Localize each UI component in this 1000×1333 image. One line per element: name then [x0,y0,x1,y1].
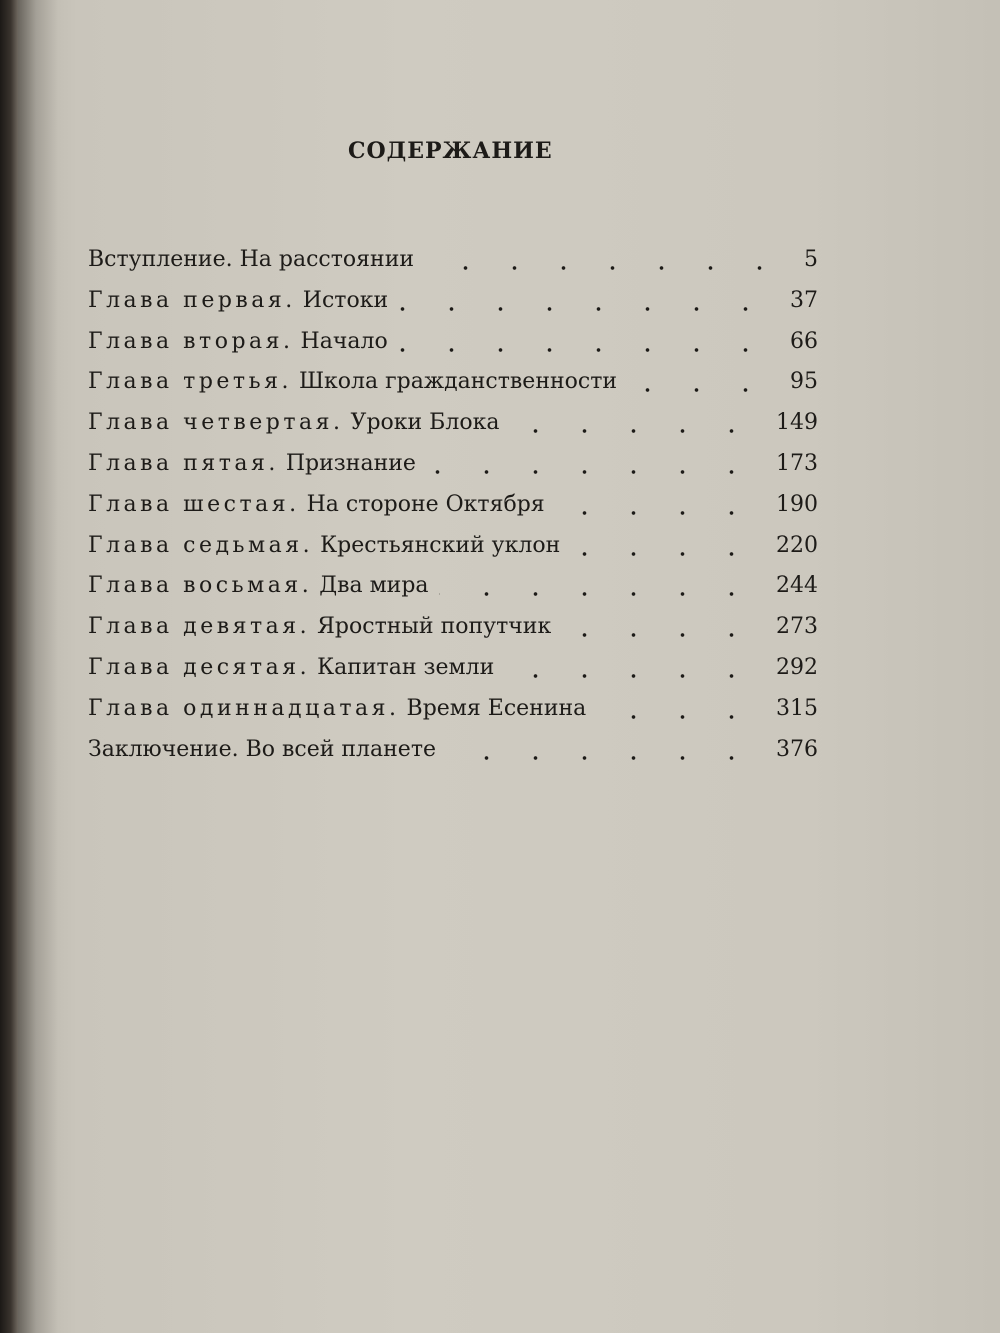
dot-leader [398,281,770,322]
toc-entry-prefix: Глава третья. [88,369,292,395]
toc-entry-label [88,485,545,526]
dot-leader [570,526,756,567]
toc-entry-label [88,281,388,322]
toc-entry-label [88,444,416,485]
toc-entry-prefix: Глава десятая. [88,654,311,680]
toc-entry-title: Два мира [319,573,429,599]
toc-entry-label [88,322,388,363]
toc-entry [88,689,818,730]
toc-entry-page: 173 [776,450,818,476]
toc-entry-title: Уроки Блока [350,410,500,436]
toc-entry-page: 66 [790,328,818,354]
toc-entry-page: 37 [790,287,818,313]
toc-entry [88,607,818,648]
dot-leader [398,322,770,363]
toc-entry-page: 244 [776,573,818,599]
toc-entry [88,730,818,771]
toc-entry-page: 315 [776,695,818,721]
page-edge [0,0,18,1333]
toc-entry-title: Капитан земли [317,654,495,680]
dot-leader [561,607,756,648]
toc-entry-page: 190 [776,491,818,517]
dot-leader [439,566,756,607]
toc-entry-page: 292 [776,654,818,680]
dot-leader [504,648,756,689]
toc-entry-label [88,689,586,730]
toc-entry [88,281,818,322]
toc-entry-label [88,526,560,567]
toc-entry-label [88,730,436,771]
toc-entry-prefix: Глава вторая. [88,328,294,354]
dot-leader [446,730,756,771]
gutter-shadow [18,0,58,1333]
toc-entry-page: 95 [790,369,818,395]
toc-entry [88,566,818,607]
toc-entry-page: 220 [776,532,818,558]
toc-entry-title: Школа гражданственности [298,369,618,395]
table-of-contents [88,240,818,770]
toc-entry-label [88,607,551,648]
toc-entry [88,240,818,281]
toc-entry-page: 5 [804,247,818,272]
toc-entry-prefix: Глава первая. [88,287,296,313]
toc-entry [88,403,818,444]
dot-leader [555,485,756,526]
toc-entry-title: Признание [285,450,416,476]
toc-entry [88,485,818,526]
toc-entry-prefix: Глава одиннадцатая. [88,695,400,721]
toc-entry-page: 149 [776,410,818,436]
toc-entry-prefix: Глава пятая. [88,450,279,476]
dot-leader [426,444,756,485]
page-title: СОДЕРЖАНИЕ [348,138,553,164]
toc-entry-label [88,566,429,607]
toc-entry-label [88,362,617,403]
toc-entry-page: 376 [776,736,818,762]
toc-entry-prefix: Глава шестая. [88,491,300,517]
toc-entry-title: Начало [300,328,388,354]
toc-entry-title: Вступление. На расстоянии [88,247,415,272]
toc-entry-prefix: Глава девятая. [88,614,311,640]
toc-entry-title: Яростный попутчик [317,614,552,640]
dot-leader [627,362,770,403]
dot-leader [596,689,756,730]
toc-entry-title: Крестьянский уклон [320,532,561,558]
toc-entry [88,526,818,567]
toc-entry-label [88,240,414,281]
toc-entry-prefix: Глава восьмая. [88,573,313,599]
toc-entry-title: На стороне Октября [306,491,545,517]
toc-entry-label [88,648,494,689]
toc-entry [88,322,818,363]
toc-entry [88,362,818,403]
toc-entry-prefix: Глава седьмая. [88,532,314,558]
toc-entry-title: Заключение. Во всей планете [88,736,437,762]
toc-entry [88,648,818,689]
toc-entry-title: Время Есенина [406,695,587,721]
toc-entry-label [88,403,499,444]
toc-entry-page: 273 [776,614,818,640]
toc-entry-prefix: Глава четвертая. [88,410,344,436]
dot-leader [424,240,784,281]
toc-entry-title: Истоки [302,287,389,313]
toc-entry [88,444,818,485]
dot-leader [509,403,756,444]
